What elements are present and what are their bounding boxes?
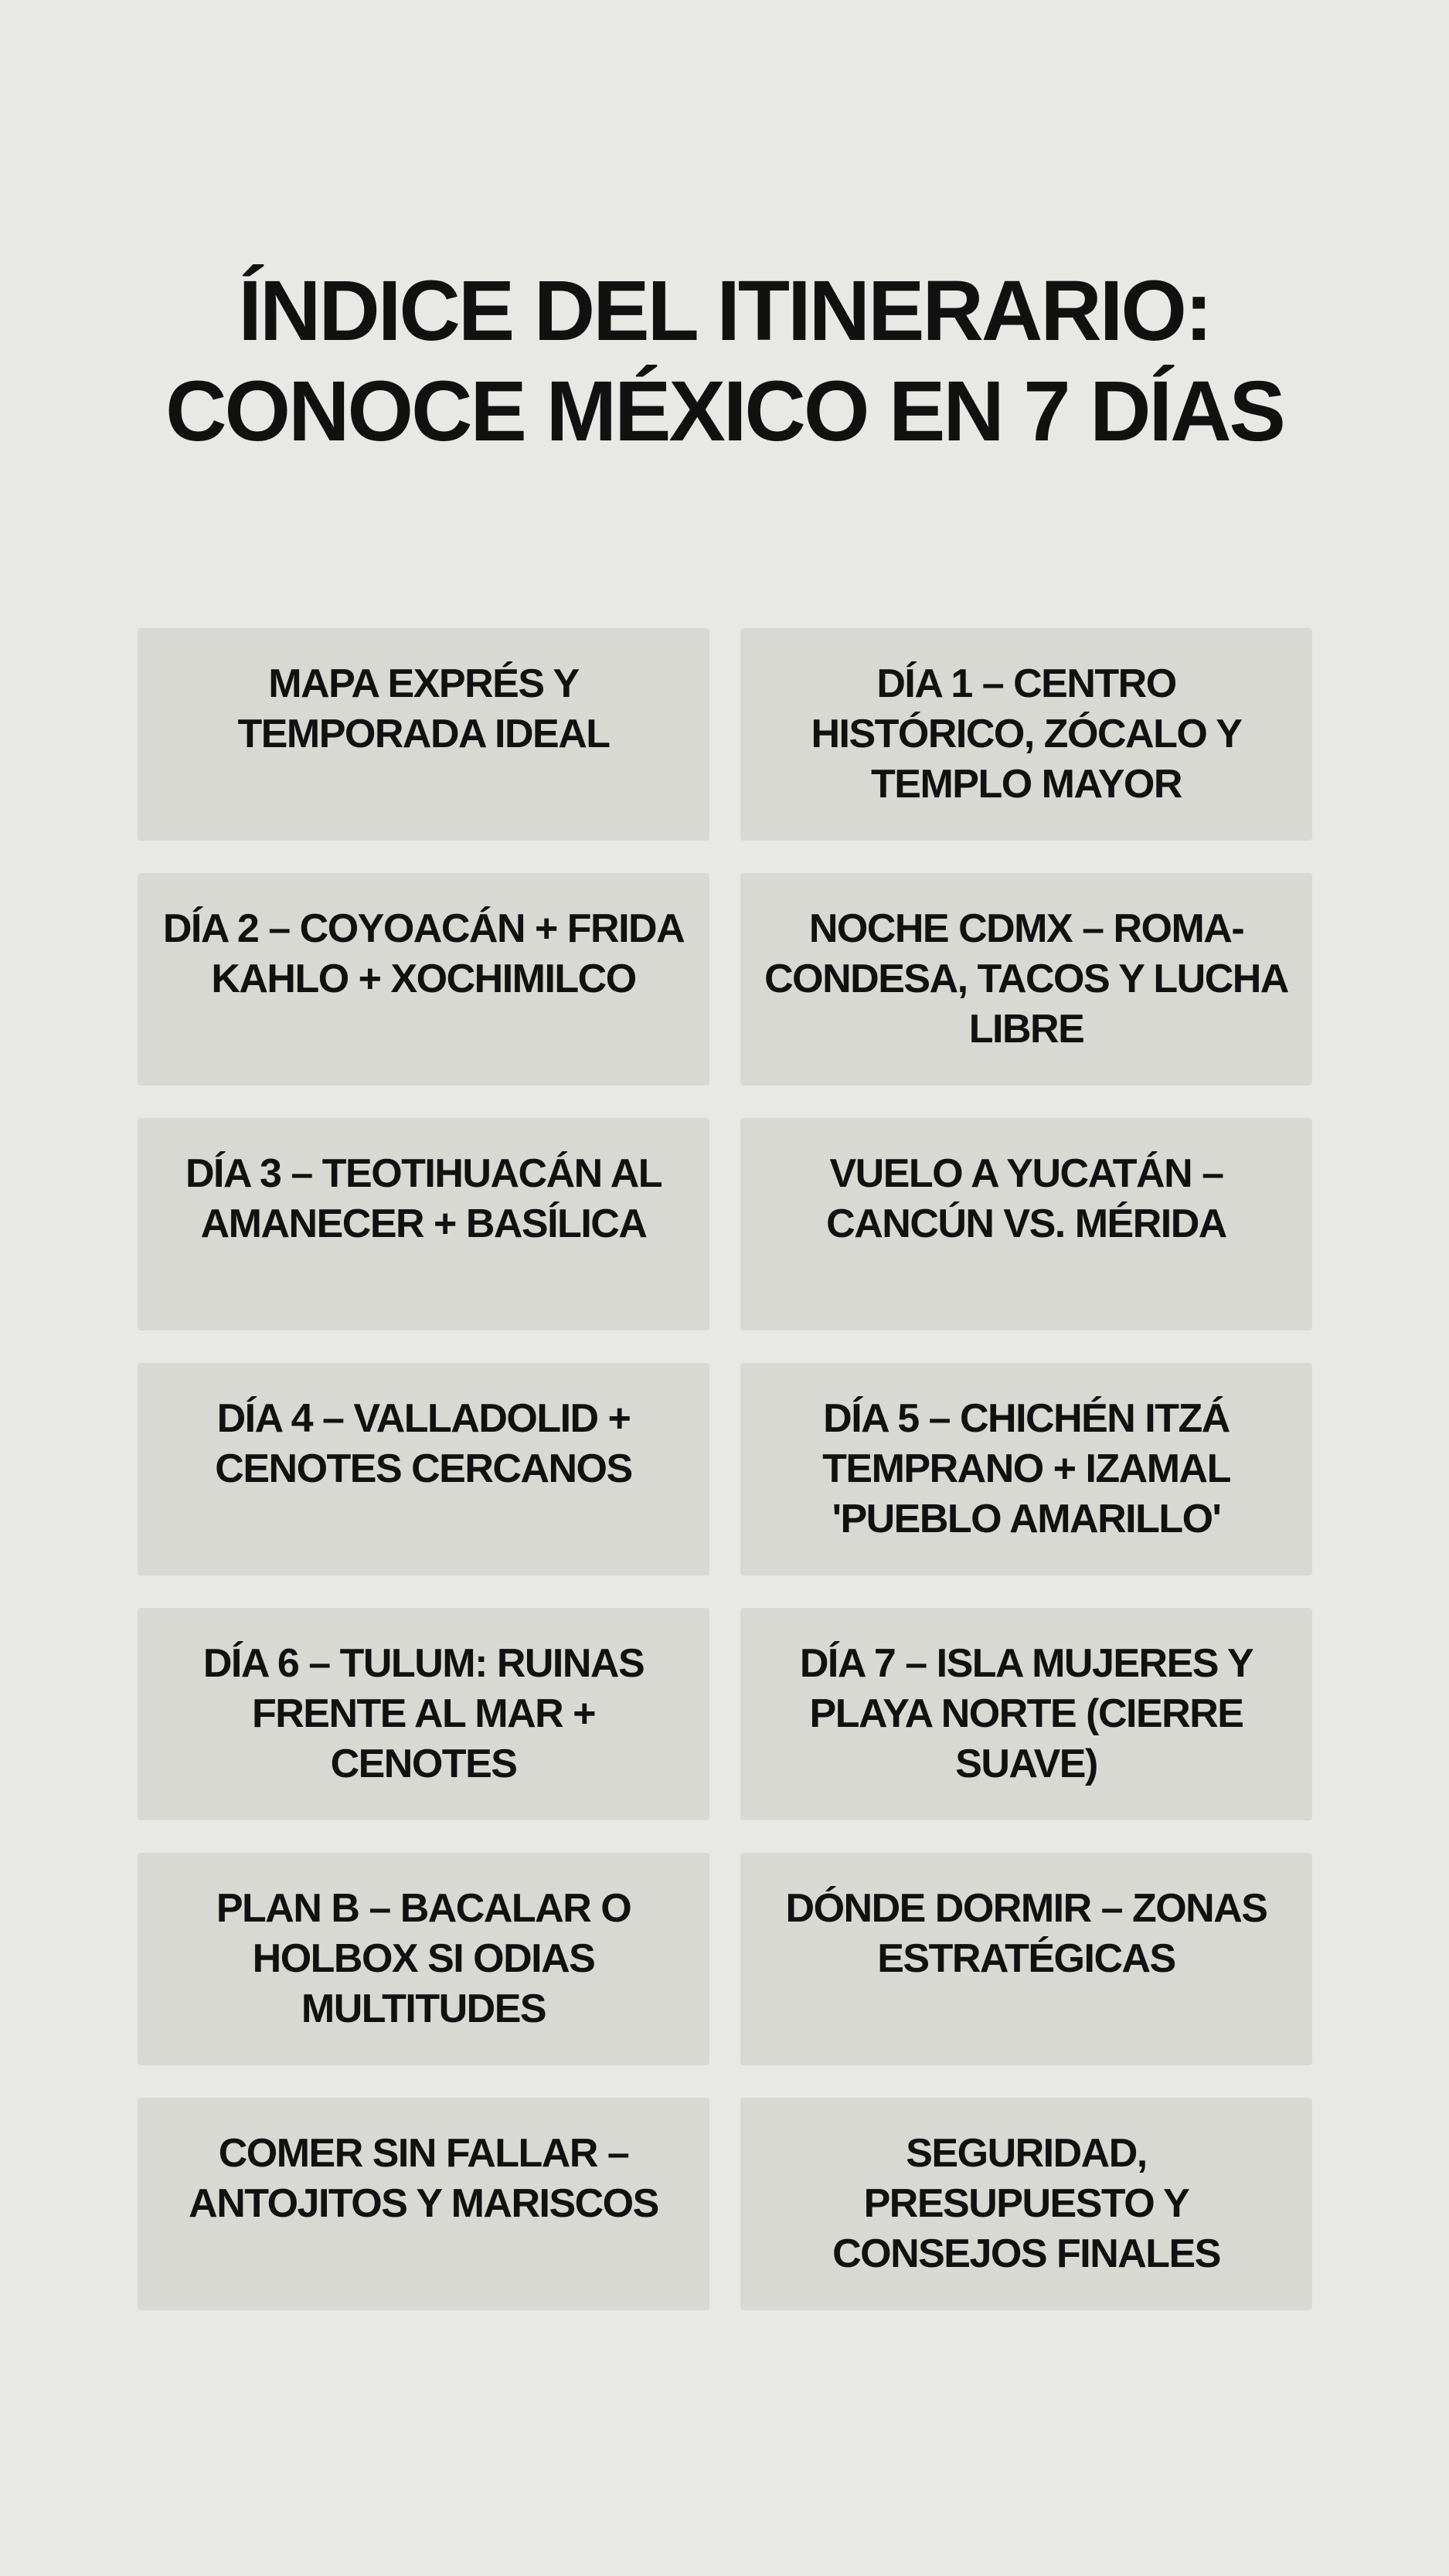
index-card-dia-7[interactable]: DÍA 7 – ISLA MUJERES Y PLAYA NORTE (CIERRE SUAVE) (740, 1608, 1312, 1820)
index-card-dia-3[interactable]: DÍA 3 – TEOTIHUACÁN AL AMANECER + BASÍLICA (138, 1118, 709, 1330)
index-card-dia-2[interactable]: DÍA 2 – COYOACÁN + FRIDA KAHLO + XOCHIMILCO (138, 873, 709, 1086)
index-card-vuelo-yucatan[interactable]: VUELO A YUCATÁN – CANCÚN VS. MÉRIDA (740, 1118, 1312, 1330)
index-card-seguridad[interactable]: SEGURIDAD, PRESUPUESTO Y CONSEJOS FINALES (740, 2098, 1312, 2310)
index-card-donde-dormir[interactable]: DÓNDE DORMIR – ZONAS ESTRATÉGICAS (740, 1853, 1312, 2065)
index-card-dia-5[interactable]: DÍA 5 – CHICHÉN ITZÁ TEMPRANO + IZAMAL 'PUEBLO AMARILLO' (740, 1363, 1312, 1575)
page-title: ÍNDICE DEL ITINERARIO: CONOCE MÉXICO EN 7 DÍAS (165, 263, 1284, 459)
index-card-dia-4[interactable]: DÍA 4 – VALLADOLID + CENOTES CERCANOS (138, 1363, 709, 1575)
index-card-plan-b[interactable]: PLAN B – BACALAR O HOLBOX SI ODIAS MULTITUDES (138, 1853, 709, 2065)
index-grid (138, 628, 1312, 2310)
index-card-dia-1[interactable]: DÍA 1 – CENTRO HISTÓRICO, ZÓCALO Y TEMPLO MAYOR (740, 628, 1312, 841)
index-card-dia-6[interactable]: DÍA 6 – TULUM: RUINAS FRENTE AL MAR + CENOTES (138, 1608, 709, 1820)
index-card-comer[interactable]: COMER SIN FALLAR – ANTOJITOS Y MARISCOS (138, 2098, 709, 2310)
index-card-mapa-expres[interactable]: MAPA EXPRÉS Y TEMPORADA IDEAL (138, 628, 709, 841)
index-card-noche-cdmx[interactable]: NOCHE CDMX – ROMA-CONDESA, TACOS Y LUCHA LIBRE (740, 873, 1312, 1086)
